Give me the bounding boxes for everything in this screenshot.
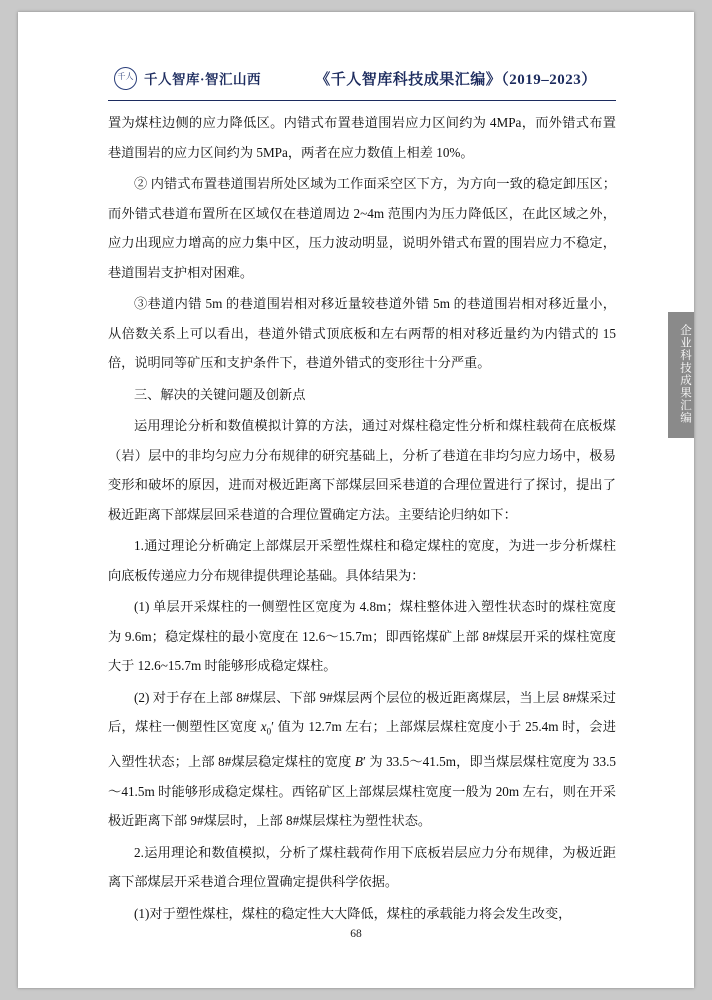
document-body xyxy=(108,108,616,930)
header-brand-group xyxy=(114,67,304,90)
section-heading: 三、解决的关键问题及创新点 xyxy=(134,386,306,402)
paragraph: (1) 单层开采煤柱的一侧塑性区宽度为 4.8m；煤柱整体进入塑性状态时的煤柱宽度为 9.6m；稳定煤柱的最小宽度在 12.6～15.7m；即西铭煤矿上部 8#煤层开采的煤柱宽度大于 12.6~15.7m 时能够形成稳定煤柱。 xyxy=(108,599,616,673)
paragraph: ③巷道内错 5m 的巷道围岩相对移近量较巷道外错 5m 的巷道围岩相对移近量小，从倍数关系上可以看出，巷道外错式顶底板和左右两帮的相对移近量约为内错式的 15 倍，说明同等矿压和支护条件下，巷道外错式的变形往十分严重。 xyxy=(108,296,616,370)
brand-name: 千人智库·智汇山西 xyxy=(144,72,262,87)
document-page xyxy=(18,12,694,988)
paragraph: (1)对于塑性煤柱，煤柱的稳定性大大降低，煤柱的承载能力将会发生改变， xyxy=(134,905,572,921)
paragraph: 置为煤柱边侧的应力降低区。内错式布置巷道围岩应力区间约为 4MPa，而外错式布置巷道围岩的应力区间约为 5MPa，两者在应力数值上相差 10%。 xyxy=(108,115,616,160)
paragraph: 1.通过理论分析确定上部煤层开采塑性煤柱和稳定煤柱的宽度，为进一步分析煤柱向底板传递应力分布规律提供理论基础。具体结果为： xyxy=(108,538,616,583)
paragraph: ② 内错式布置巷道围岩所处区域为工作面采空区下方，为方向一致的稳定卸压区；而外错式巷道布置所在区域仅在巷道周边 2~4m 范围内为压力降低区，在此区域之外，应力出现应力增高的应力集中区，压力波动明显，说明外错式布置的围岩应力不稳定，巷道围岩支护相对困难。 xyxy=(108,176,616,280)
paragraph: 运用理论分析和数值模拟计算的方法，通过对煤柱稳定性分析和煤柱载荷在底板煤（岩）层中的非均匀应力分布规律的研究基础上，分析了巷道在非均匀应力场中，极易变形和破坏的原因，进而对极近距离下部煤层回采巷道的合理位置进行了探讨，提出了极近距离下部煤层回采巷道的合理位置确定方法。主要结论归纳如下： xyxy=(108,418,616,522)
paragraph: 2.运用理论和数值模拟，分析了煤柱载荷作用下底板岩层应力分布规律，为极近距离下部煤层开采巷道合理位置确定提供科学依据。 xyxy=(108,844,616,890)
circular-emblem-icon: 千人 xyxy=(114,67,137,90)
header-divider xyxy=(108,100,616,101)
page-header xyxy=(114,56,614,100)
paragraph: (2) 对于存在上部 8#煤层、下部 9#煤层两个层位的极近距离煤层，当上层 8#煤采过后，煤柱一侧塑性区宽度 $x_0'$ 值为 12.7m 左右；上部煤层煤柱宽度小于 25.4m 时，会进入塑性状态；上部 8#煤层稳定煤柱的宽度 B′ 为 33.5～41.5m，即当煤层煤柱宽度为 33.5～41.5m 时能够形成稳定煤柱。西铭矿区上部煤层煤柱宽度一般为 20m 左右，则在开采极近距离下部 9#煤层时，上部 8#煤层煤柱为塑性状态。 xyxy=(108,689,616,829)
page-number: 68 xyxy=(350,928,362,940)
side-tab-label: 企业科技成果汇编 xyxy=(668,312,694,438)
header-title: 《千人智库科技成果汇编》（2019–2023） xyxy=(315,71,597,88)
